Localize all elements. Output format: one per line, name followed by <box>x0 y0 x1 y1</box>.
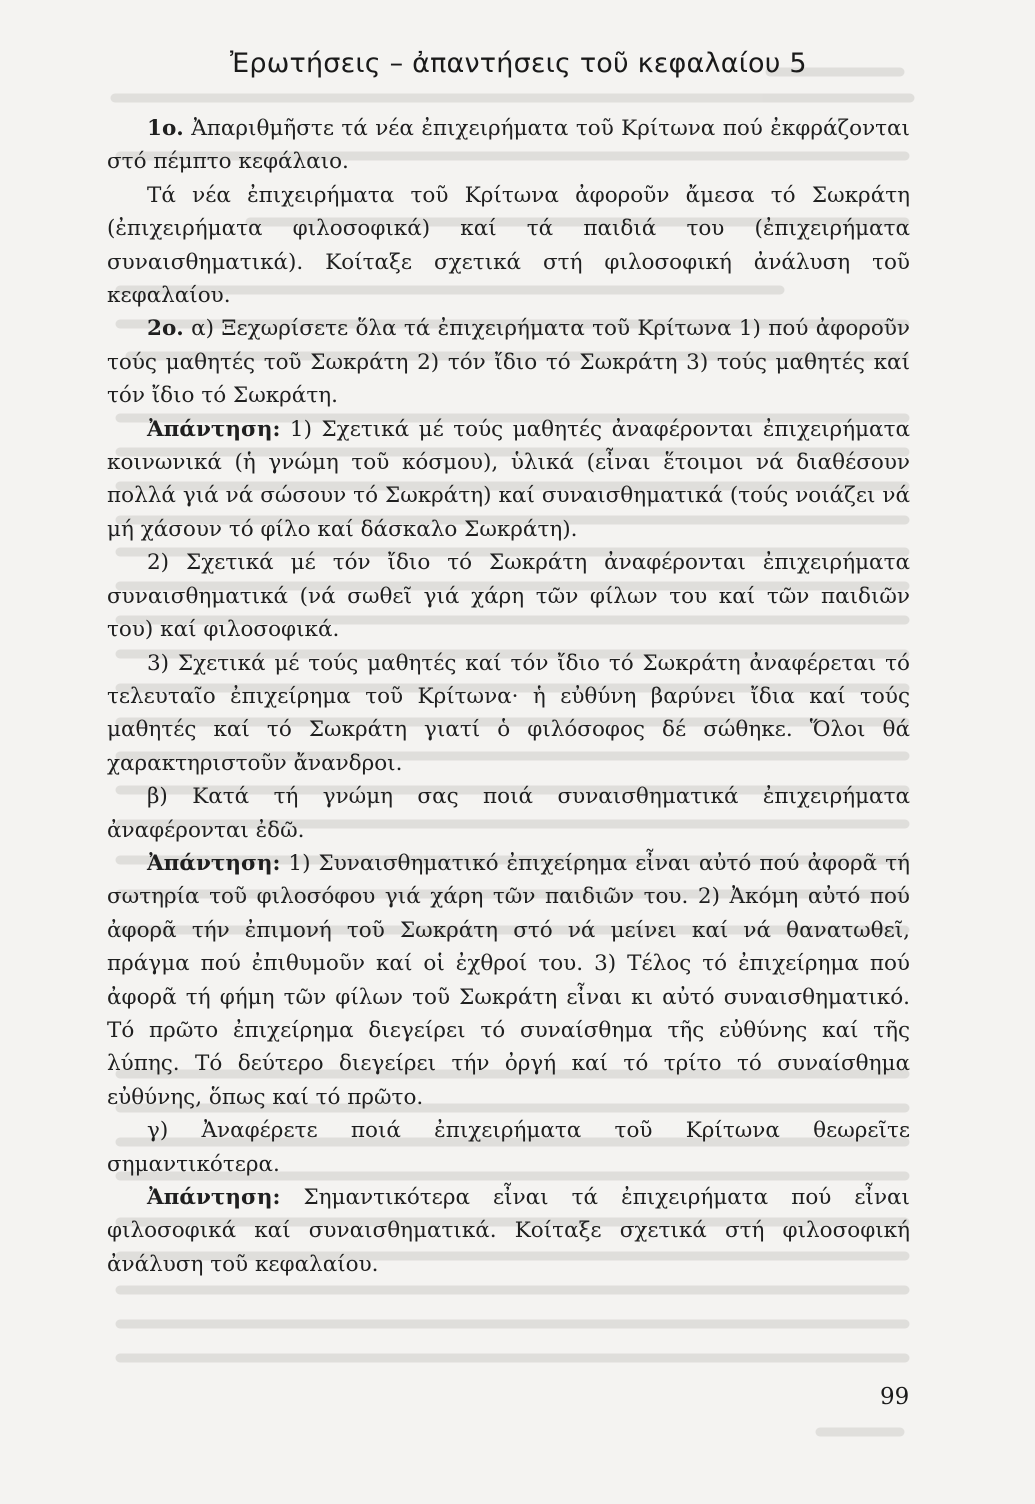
q2c-answer-text: Σημαντικότερα εἶναι τά ἐπιχειρήματα πού εἶναι φιλοσοφικά καί συναισθηματικά. Κοίταξε σχετικά στή φιλοσοφική ἀνάλυση τοῦ κεφαλαίου. <box>107 1185 910 1277</box>
q2a-answer-1 <box>107 413 910 547</box>
answer-label: Ἀπάντηση: <box>147 416 281 442</box>
q2a-question <box>107 312 910 412</box>
answer-label: Ἀπάντηση: <box>147 1185 281 1210</box>
q2b-answer-text: 1) Συναισθηματικό ἐπιχείρημα εἶναι αὐτό πού ἀφορᾶ τή σωτηρία τοῦ φιλοσόφου γιά χάρη τῶν παιδιῶν του. 2) Ἀκόμη αὐτό πού ἀφορᾶ τήν ἐπιμονή τοῦ Σωκράτη στό νά μείνει καί νά θανατωθεῖ, πράγμα πού ἐπιθυμοῦν καί οἱ ἐχθροί του. 3) Τέλος τό ἐπιχείρημα πού ἀφορᾶ τή φήμη τῶν φίλων τοῦ Σωκράτη εἶναι κι αὐτό συναισθηματικό. Τό πρῶτο ἐπιχείρημα διεγείρει τό συναίσθημα τῆς εὐθύνης καί τῆς λύπης. Τό δεύτερο διεγείρει τήν ὀργή καί τό τρίτο τό συναίσθημα εὐθύνης, ὅπως καί τό πρῶτο. <box>107 850 910 1110</box>
q1-question-text: Ἀπαριθμῆστε τά νέα ἐπιχειρήματα τοῦ Κρίτωνα πού ἐκφράζονται στό πέμπτο κεφάλαιο. <box>107 116 910 175</box>
q1-number: 1ο. <box>147 116 184 141</box>
q2a-question-text: α) Ξεχωρίσετε ὅλα τά ἐπιχειρήματα τοῦ Κρίτωνα 1) πού ἀφοροῦν τούς μαθητές τοῦ Σωκράτη 2) τόν ἴδιο τό Σωκράτη 3) τούς μαθητές καί τόν ἴδιο τό Σωκράτη. <box>107 316 910 409</box>
q2b-question: β) Κατά τή γνώμη σας ποιά συναισθηματικά ἐπιχειρήματα ἀναφέρονται ἐδῶ. <box>107 784 910 843</box>
q2-number: 2ο. <box>147 316 184 342</box>
page-number: 99 <box>880 1384 910 1410</box>
q2a-answer-2: 2) Σχετικά μέ τόν ἴδιο τό Σωκράτη ἀναφέρονται ἐπιχειρήματα συναισθηματικά (νά σωθεῖ γιά χάρη τῶν φίλων του καί τῶν παιδιῶν του) καί φιλοσοφικά. <box>107 550 910 643</box>
answer-label: Ἀπάντηση: <box>147 850 281 876</box>
page-body <box>107 112 910 1281</box>
q2b-answer <box>107 847 910 1114</box>
chapter-header: Ἐρωτήσεις – ἀπαντήσεις τοῦ κεφαλαίου 5 <box>230 48 807 79</box>
q1-answer: Τά νέα ἐπιχειρήματα τοῦ Κρίτωνα ἀφοροῦν ἄμεσα τό Σωκράτη (ἐπιχειρήματα φιλοσοφικά) καί τά παιδιά του (ἐπιχειρήματα συναισθηματικά). Κοίταξε σχετικά στή φιλοσοφική ἀνάλυση τοῦ κεφαλαίου. <box>107 182 910 309</box>
q1-question <box>107 112 910 179</box>
q2a-answer-1-text: 1) Σχετικά μέ τούς μαθητές ἀναφέρονται ἐπιχειρήματα κοινωνικά (ἡ γνώμη τοῦ κόσμου), ὑλικά (εἶναι ἕτοιμοι νά διαθέσουν πολλά γιά νά σώσουν τό Σωκράτη) καί συναισθηματικά (τούς νοιάζει νά μή χάσουν τό φίλο καί δάσκαλο Σωκράτη). <box>107 416 910 542</box>
q2c-answer <box>107 1181 910 1281</box>
q2a-answer-3: 3) Σχετικά μέ τούς μαθητές καί τόν ἴδιο τό Σωκράτη ἀναφέρεται τό τελευταῖο ἐπιχείρημα τοῦ Κρίτωνα· ἡ εὐθύνη βαρύνει ἴδια καί τούς μαθητές καί τό Σωκράτη γιατί ὁ φιλόσοφος δέ σώθηκε. Ὅλοι θά χαρακτηριστοῦν ἄνανδροι. <box>107 650 910 776</box>
q2c-question: γ) Ἀναφέρετε ποιά ἐπιχειρήματα τοῦ Κρίτωνα θεωρεῖτε σημαντικότερα. <box>107 1118 910 1177</box>
